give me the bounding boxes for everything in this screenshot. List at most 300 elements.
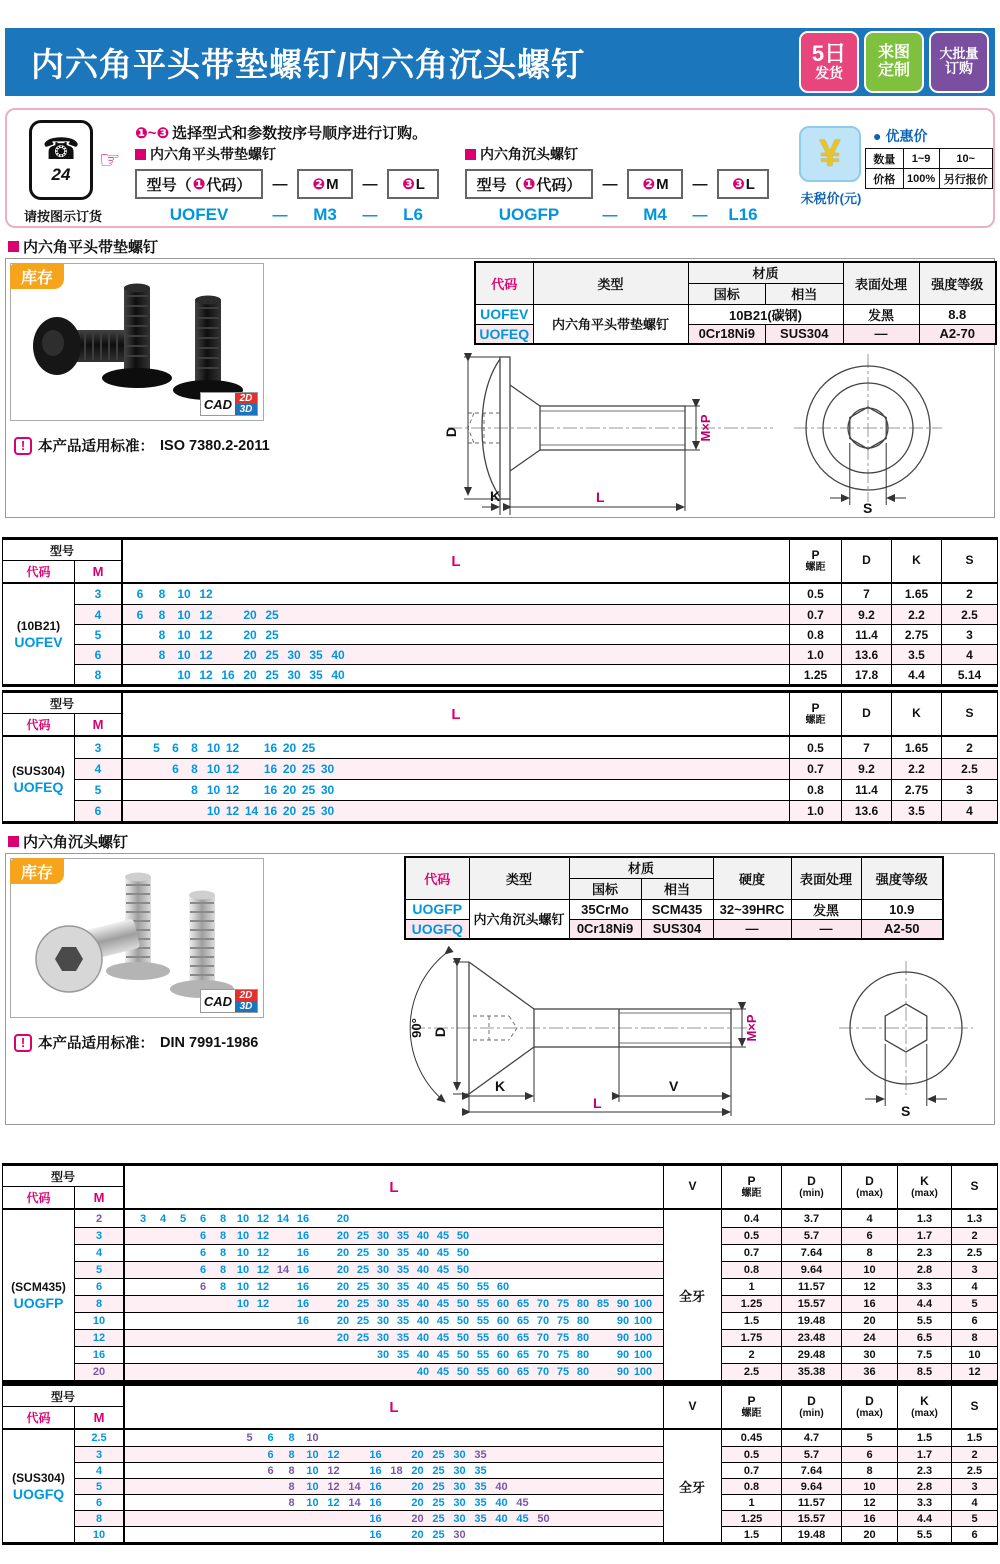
- value-kmax: 4.4: [897, 1295, 951, 1312]
- length-option: 90: [616, 1349, 630, 1361]
- stock-badge: 库存: [10, 858, 64, 884]
- length-option: 30: [453, 1496, 466, 1509]
- size-row-m5: [75, 1261, 997, 1278]
- col-header-s: S: [941, 693, 997, 735]
- grade-value: A2-70: [919, 324, 996, 344]
- length-option: 10: [206, 740, 221, 755]
- length-option: 8: [219, 1230, 227, 1242]
- size-row-m4: [75, 1462, 997, 1478]
- length-option: 8: [219, 1264, 227, 1276]
- length-option: 20: [336, 1212, 350, 1225]
- l-values: [125, 1526, 663, 1542]
- length-option: 6: [172, 762, 179, 776]
- l-header: L: [451, 705, 461, 723]
- length-option: 35: [474, 1464, 487, 1477]
- m-value: 3: [75, 584, 123, 604]
- length-option: 12: [199, 667, 213, 682]
- length-option: 25: [432, 1528, 445, 1541]
- length-option: 35: [396, 1230, 410, 1242]
- dot-icon: ●: [873, 128, 882, 144]
- length-option: 30: [376, 1230, 390, 1242]
- value-d: 7: [841, 584, 891, 604]
- length-option: 20: [411, 1480, 424, 1493]
- value-p: 2: [721, 1346, 781, 1363]
- series-code: UOGFQ: [12, 1485, 65, 1502]
- length-option: 10: [177, 607, 191, 622]
- l-values: [123, 644, 789, 664]
- length-option: 65: [516, 1349, 530, 1361]
- length-option: 25: [356, 1230, 370, 1242]
- m-value: 3: [75, 1227, 125, 1244]
- value-s: 2.5: [941, 758, 997, 779]
- col-header-p-螺距: P 螺距: [789, 693, 841, 735]
- value-s: 2: [951, 1446, 997, 1462]
- m-value: 4: [75, 758, 123, 779]
- size-row-m8: [75, 664, 997, 684]
- length-option: 20: [336, 1247, 350, 1259]
- dim-label-mxp: M×P: [744, 1014, 759, 1042]
- value-p: 0.8: [721, 1478, 781, 1494]
- series-code: UOFEQ: [13, 778, 64, 795]
- length-option: 16: [263, 804, 278, 818]
- value-dmin: 11.57: [781, 1494, 841, 1510]
- length-option: 8: [288, 1448, 295, 1461]
- length-option: 16: [369, 1480, 382, 1493]
- value-dmax: 6: [841, 1446, 897, 1462]
- value-p: 1.0: [789, 644, 841, 664]
- table-header: [3, 1166, 997, 1210]
- length-option: 6: [136, 587, 144, 601]
- spec-table-uogfp: [404, 856, 944, 940]
- example-part-number: UOGFP — M4 — L16: [498, 205, 758, 224]
- l-values: [123, 779, 789, 800]
- length-option: 100: [633, 1366, 653, 1378]
- table-body: [3, 737, 997, 821]
- value-k: 2.75: [891, 624, 941, 644]
- length-option: 45: [436, 1349, 450, 1361]
- col-header-d-max: D (max): [841, 1166, 897, 1208]
- l-values: [125, 1478, 663, 1494]
- length-option: 5: [246, 1432, 253, 1444]
- length-option: 6: [136, 607, 144, 622]
- length-option: 35: [474, 1448, 487, 1461]
- cad-2d-button[interactable]: 2D: [235, 393, 257, 404]
- cad-label: CAD: [203, 993, 232, 1009]
- length-option: 45: [436, 1264, 450, 1276]
- value-s: 4: [951, 1278, 997, 1295]
- col-header-k: K: [891, 693, 941, 735]
- size-row-m3: [75, 1446, 997, 1462]
- length-option: 55: [476, 1281, 490, 1293]
- value-s: 2: [941, 584, 997, 604]
- value-s: 3: [941, 624, 997, 644]
- length-option: 40: [331, 647, 345, 662]
- grade-value: 10.9: [861, 899, 943, 919]
- surface-value: 发黑: [791, 899, 861, 919]
- value-p: 0.5: [789, 584, 841, 604]
- value-p: 1.25: [721, 1295, 781, 1312]
- spec-header-gb: 国标: [688, 283, 766, 304]
- size-row-m3: [75, 737, 997, 758]
- length-option: 35: [474, 1496, 487, 1509]
- m-value: 5: [75, 779, 123, 800]
- l-values: [125, 1312, 663, 1329]
- length-option: 5: [153, 740, 160, 755]
- header-badges: [799, 31, 989, 93]
- m-value: 2.5: [75, 1430, 125, 1446]
- length-option: 10: [306, 1464, 319, 1477]
- value-kmax: 2.8: [897, 1261, 951, 1278]
- length-option: 65: [516, 1332, 530, 1344]
- standard-value: DIN 7991-1986: [160, 1034, 259, 1051]
- length-option: 6: [199, 1212, 207, 1225]
- l-values: [123, 664, 789, 684]
- l-header: L: [389, 1178, 399, 1196]
- length-option: 30: [320, 804, 335, 818]
- col-header-d-max: D (max): [841, 1386, 897, 1428]
- value-s: 5: [951, 1295, 997, 1312]
- dimension-table-uogfq: [2, 1383, 998, 1545]
- length-option: 8: [158, 627, 166, 642]
- standard-note: ! 本产品适用标准： ISO 7380.2-2011: [14, 435, 270, 456]
- length-option: 30: [376, 1264, 390, 1276]
- length-option: 75: [556, 1315, 570, 1327]
- length-option: 90: [616, 1315, 630, 1327]
- spec-header-eq: 相当: [766, 283, 844, 304]
- length-option: 16: [369, 1464, 382, 1477]
- length-option: 35: [474, 1512, 487, 1525]
- material-gb-value: 35CrMo: [569, 899, 641, 919]
- badge-5day-shipping: 5日 发货: [799, 31, 859, 93]
- length-option: 10: [236, 1298, 250, 1310]
- section2-content: [5, 853, 995, 1125]
- model-title: 内六角平头带垫螺钉: [150, 146, 276, 162]
- dim-label-k: K: [490, 488, 501, 504]
- price-2: 另行报价: [939, 169, 992, 189]
- length-option: 30: [376, 1298, 390, 1310]
- size-row-m5: [75, 779, 997, 800]
- code-header: 代码: [3, 1187, 75, 1208]
- model-header: 型号: [3, 1166, 123, 1187]
- length-option: 35: [396, 1264, 410, 1276]
- length-option: 12: [199, 607, 213, 622]
- length-option: 30: [453, 1512, 466, 1525]
- length-option: 40: [495, 1496, 508, 1509]
- size-row-m5: [75, 624, 997, 644]
- length-option: 35: [396, 1315, 410, 1327]
- length-option: 30: [376, 1332, 390, 1344]
- cad-3d-button[interactable]: 3D: [235, 404, 257, 415]
- ordering-guide: [5, 108, 995, 228]
- length-option: 8: [288, 1480, 295, 1493]
- m-value: 2: [75, 1210, 125, 1227]
- badge-custom-drawing: 来图 定制: [864, 31, 924, 93]
- l-values: [125, 1227, 663, 1244]
- v-span-value: 全牙: [678, 1288, 705, 1304]
- value-s: 4: [951, 1494, 997, 1510]
- type-value: 内六角沉头螺钉: [469, 899, 569, 939]
- value-k: 2.75: [891, 779, 941, 800]
- length-option: 40: [331, 667, 345, 682]
- length-option: 65: [516, 1315, 530, 1327]
- length-option: 12: [199, 627, 213, 642]
- length-option: 75: [556, 1298, 570, 1310]
- length-option: 20: [336, 1281, 350, 1293]
- length-option: 60: [496, 1332, 510, 1344]
- length-option: 16: [369, 1448, 382, 1461]
- phone-icon: ☎: [42, 133, 80, 166]
- length-option: 10: [236, 1281, 250, 1293]
- m-value: 10: [75, 1312, 125, 1329]
- l-values: [123, 604, 789, 624]
- value-k: 3.5: [891, 644, 941, 664]
- value-s: 4: [941, 800, 997, 821]
- length-option: 20: [336, 1230, 350, 1242]
- m-header: M: [92, 717, 104, 732]
- type-value: 内六角平头带垫螺钉: [533, 304, 688, 344]
- price-table: [865, 148, 993, 189]
- value-p: 0.45: [721, 1430, 781, 1446]
- l-values: [123, 584, 789, 604]
- length-option: 60: [496, 1315, 510, 1327]
- value-d: 7: [841, 737, 891, 758]
- value-kmax: 2.3: [897, 1462, 951, 1478]
- length-option: 12: [256, 1247, 270, 1259]
- length-option: 10: [236, 1247, 250, 1259]
- size-row-m10: [75, 1312, 997, 1329]
- length-option: 20: [411, 1528, 424, 1541]
- col-header-s: S: [951, 1166, 997, 1208]
- l-box: ❸ L: [717, 169, 769, 199]
- length-option: 35: [396, 1298, 410, 1310]
- table-header: [3, 693, 997, 737]
- dim-label-d: D: [443, 426, 459, 438]
- length-option: 45: [436, 1281, 450, 1293]
- m-value: 10: [75, 1526, 125, 1542]
- size-row-m2.5: [75, 1430, 997, 1446]
- l-values: [125, 1244, 663, 1261]
- length-option: 8: [219, 1212, 227, 1225]
- value-dmax: 16: [841, 1510, 897, 1526]
- length-option: 65: [516, 1366, 530, 1378]
- length-option: 16: [369, 1496, 382, 1509]
- value-p: 0.8: [789, 779, 841, 800]
- spec-header-code: 代码: [475, 262, 533, 304]
- length-option: 25: [301, 740, 316, 755]
- series-code: UOGFP: [13, 1294, 64, 1311]
- page-title: 内六角平头带垫螺钉/内六角沉头螺钉: [31, 45, 586, 83]
- length-option: 12: [225, 740, 240, 755]
- length-option: 40: [416, 1230, 430, 1242]
- value-kmax: 3.3: [897, 1278, 951, 1295]
- length-option: 60: [496, 1366, 510, 1378]
- length-option: 16: [221, 667, 235, 682]
- value-p: 0.7: [721, 1244, 781, 1261]
- dim-label-v: V: [669, 1078, 679, 1094]
- length-option: 10: [206, 804, 221, 818]
- length-option: 10: [177, 647, 191, 662]
- length-option: 12: [327, 1496, 340, 1509]
- length-option: 8: [219, 1247, 227, 1259]
- length-option: 100: [633, 1332, 653, 1344]
- value-p: 1.0: [789, 800, 841, 821]
- col-header-d: D: [841, 540, 891, 582]
- material-eq-value: SCM435: [641, 899, 713, 919]
- length-option: 25: [265, 647, 279, 662]
- size-row-m10: [75, 1526, 997, 1542]
- length-option: 25: [301, 804, 316, 818]
- value-dmax: 30: [841, 1346, 897, 1363]
- cad-3d-button[interactable]: 3D: [235, 1001, 257, 1012]
- price-title: 优惠价: [885, 128, 928, 144]
- model-title: 内六角沉头螺钉: [480, 146, 578, 162]
- value-kmax: 5.5: [897, 1312, 951, 1329]
- length-option: 12: [327, 1448, 340, 1461]
- spec-header-code: 代码: [405, 857, 469, 899]
- value-dmin: 19.48: [781, 1526, 841, 1542]
- length-option: 8: [288, 1432, 295, 1444]
- value-dmax: 20: [841, 1312, 897, 1329]
- yen-icon: ¥: [799, 126, 861, 182]
- length-option: 6: [267, 1432, 274, 1444]
- length-option: 10: [206, 783, 221, 797]
- length-option: 100: [633, 1298, 653, 1310]
- value-kmax: 1.5: [897, 1430, 951, 1446]
- spec-header-surface: 表面处理: [843, 262, 919, 304]
- length-option: 10: [236, 1212, 250, 1225]
- length-option: 25: [265, 607, 279, 622]
- standard-value: ISO 7380.2-2011: [160, 437, 270, 454]
- col-header-k: K: [891, 540, 941, 582]
- value-p: 0.7: [721, 1462, 781, 1478]
- value-k: 3.5: [891, 800, 941, 821]
- value-d: 17.8: [841, 664, 891, 684]
- value-d: 11.4: [841, 624, 891, 644]
- section1-title: 内六角平头带垫螺钉: [8, 236, 158, 257]
- col-header-k-max: K (max): [897, 1166, 951, 1208]
- length-option: 8: [158, 587, 166, 601]
- length-option: 35: [309, 647, 323, 662]
- col-header-d-min: D (min): [781, 1166, 841, 1208]
- dimension-table-uofev: [2, 537, 998, 687]
- length-option: 16: [296, 1212, 310, 1225]
- value-kmax: 2.3: [897, 1244, 951, 1261]
- size-row-m20: [75, 1363, 997, 1380]
- m-value: 4: [75, 1462, 125, 1478]
- length-option: 8: [158, 607, 166, 622]
- size-row-m8: [75, 1295, 997, 1312]
- size-row-m6: [75, 644, 997, 664]
- length-option: 14: [276, 1264, 290, 1276]
- length-option: 16: [263, 762, 278, 776]
- product-photo-frame: [10, 858, 264, 1018]
- value-dmax: 5: [841, 1430, 897, 1446]
- dim-label-s: S: [863, 500, 873, 515]
- length-option: 25: [356, 1247, 370, 1259]
- length-option: 30: [287, 667, 301, 682]
- length-option: 12: [199, 647, 213, 662]
- length-option: 20: [336, 1315, 350, 1327]
- length-option: 50: [456, 1349, 470, 1361]
- dim-label-d: D: [432, 1026, 448, 1038]
- length-option: 25: [432, 1496, 445, 1509]
- v-header: V: [663, 1386, 721, 1428]
- spec-header-type: 类型: [469, 857, 569, 899]
- length-option: 60: [496, 1298, 510, 1310]
- col-header-d-min: D (min): [781, 1386, 841, 1428]
- spec-table-uofev: [474, 261, 997, 345]
- value-dmin: 23.48: [781, 1329, 841, 1346]
- m-value: 12: [75, 1329, 125, 1346]
- table-header: [3, 540, 997, 584]
- col-header-d: D: [841, 693, 891, 735]
- length-option: 50: [456, 1315, 470, 1327]
- m-value: 6: [75, 1494, 125, 1510]
- length-option: 40: [416, 1298, 430, 1310]
- length-option: 30: [453, 1480, 466, 1493]
- surface-value: 发黑: [843, 304, 919, 324]
- value-dmin: 29.48: [781, 1346, 841, 1363]
- spec-header-gb: 国标: [569, 878, 641, 899]
- col-header-s: S: [941, 540, 997, 582]
- length-option: 16: [296, 1315, 310, 1327]
- length-option: 14: [348, 1496, 361, 1509]
- value-k: 1.65: [891, 584, 941, 604]
- cad-download-badge[interactable]: [200, 989, 258, 1013]
- series-code: UOGFQ: [405, 919, 469, 939]
- length-option: 25: [432, 1448, 445, 1461]
- surface-value: —: [791, 919, 861, 939]
- value-p: 0.8: [721, 1261, 781, 1278]
- dim-label-k: K: [495, 1078, 506, 1094]
- l-values: [125, 1430, 663, 1446]
- value-d: 9.2: [841, 604, 891, 624]
- l-values: [125, 1494, 663, 1510]
- value-s: 3: [951, 1261, 997, 1278]
- value-dmax: 12: [841, 1494, 897, 1510]
- length-option: 12: [225, 783, 240, 797]
- value-s: 4: [941, 644, 997, 664]
- value-kmax: 1.7: [897, 1446, 951, 1462]
- value-dmin: 5.7: [781, 1446, 841, 1462]
- size-row-m8: [75, 1510, 997, 1526]
- m-value: 6: [75, 1278, 125, 1295]
- length-option: 8: [191, 762, 198, 776]
- m-value: 6: [75, 644, 123, 664]
- value-s: 2: [941, 737, 997, 758]
- spec-header-grade: 强度等级: [919, 262, 996, 304]
- length-option: 80: [576, 1298, 590, 1310]
- m-value: 20: [75, 1363, 125, 1380]
- info-icon: !: [14, 1034, 32, 1052]
- value-kmax: 2.8: [897, 1478, 951, 1494]
- l-values: [125, 1295, 663, 1312]
- value-p: 1.5: [721, 1312, 781, 1329]
- value-dmax: 12: [841, 1278, 897, 1295]
- order-example-uogfp: 内六角沉头螺钉 型号（ ❶ 代码） — ❷ M — ❸ L UOGFP — M4 — L16: [465, 144, 795, 225]
- value-p: 1.5: [721, 1526, 781, 1542]
- qty-range-1: 1~9: [903, 149, 939, 169]
- value-dmax: 10: [841, 1478, 897, 1494]
- m-box: ❷ M: [627, 169, 683, 199]
- value-s: 6: [951, 1312, 997, 1329]
- cad-2d-button[interactable]: 2D: [235, 990, 257, 1001]
- value-p: 1.25: [721, 1510, 781, 1526]
- cad-download-badge[interactable]: [200, 392, 258, 416]
- length-option: 25: [356, 1332, 370, 1344]
- length-option: 100: [633, 1315, 653, 1327]
- value-s: 1.5: [951, 1430, 997, 1446]
